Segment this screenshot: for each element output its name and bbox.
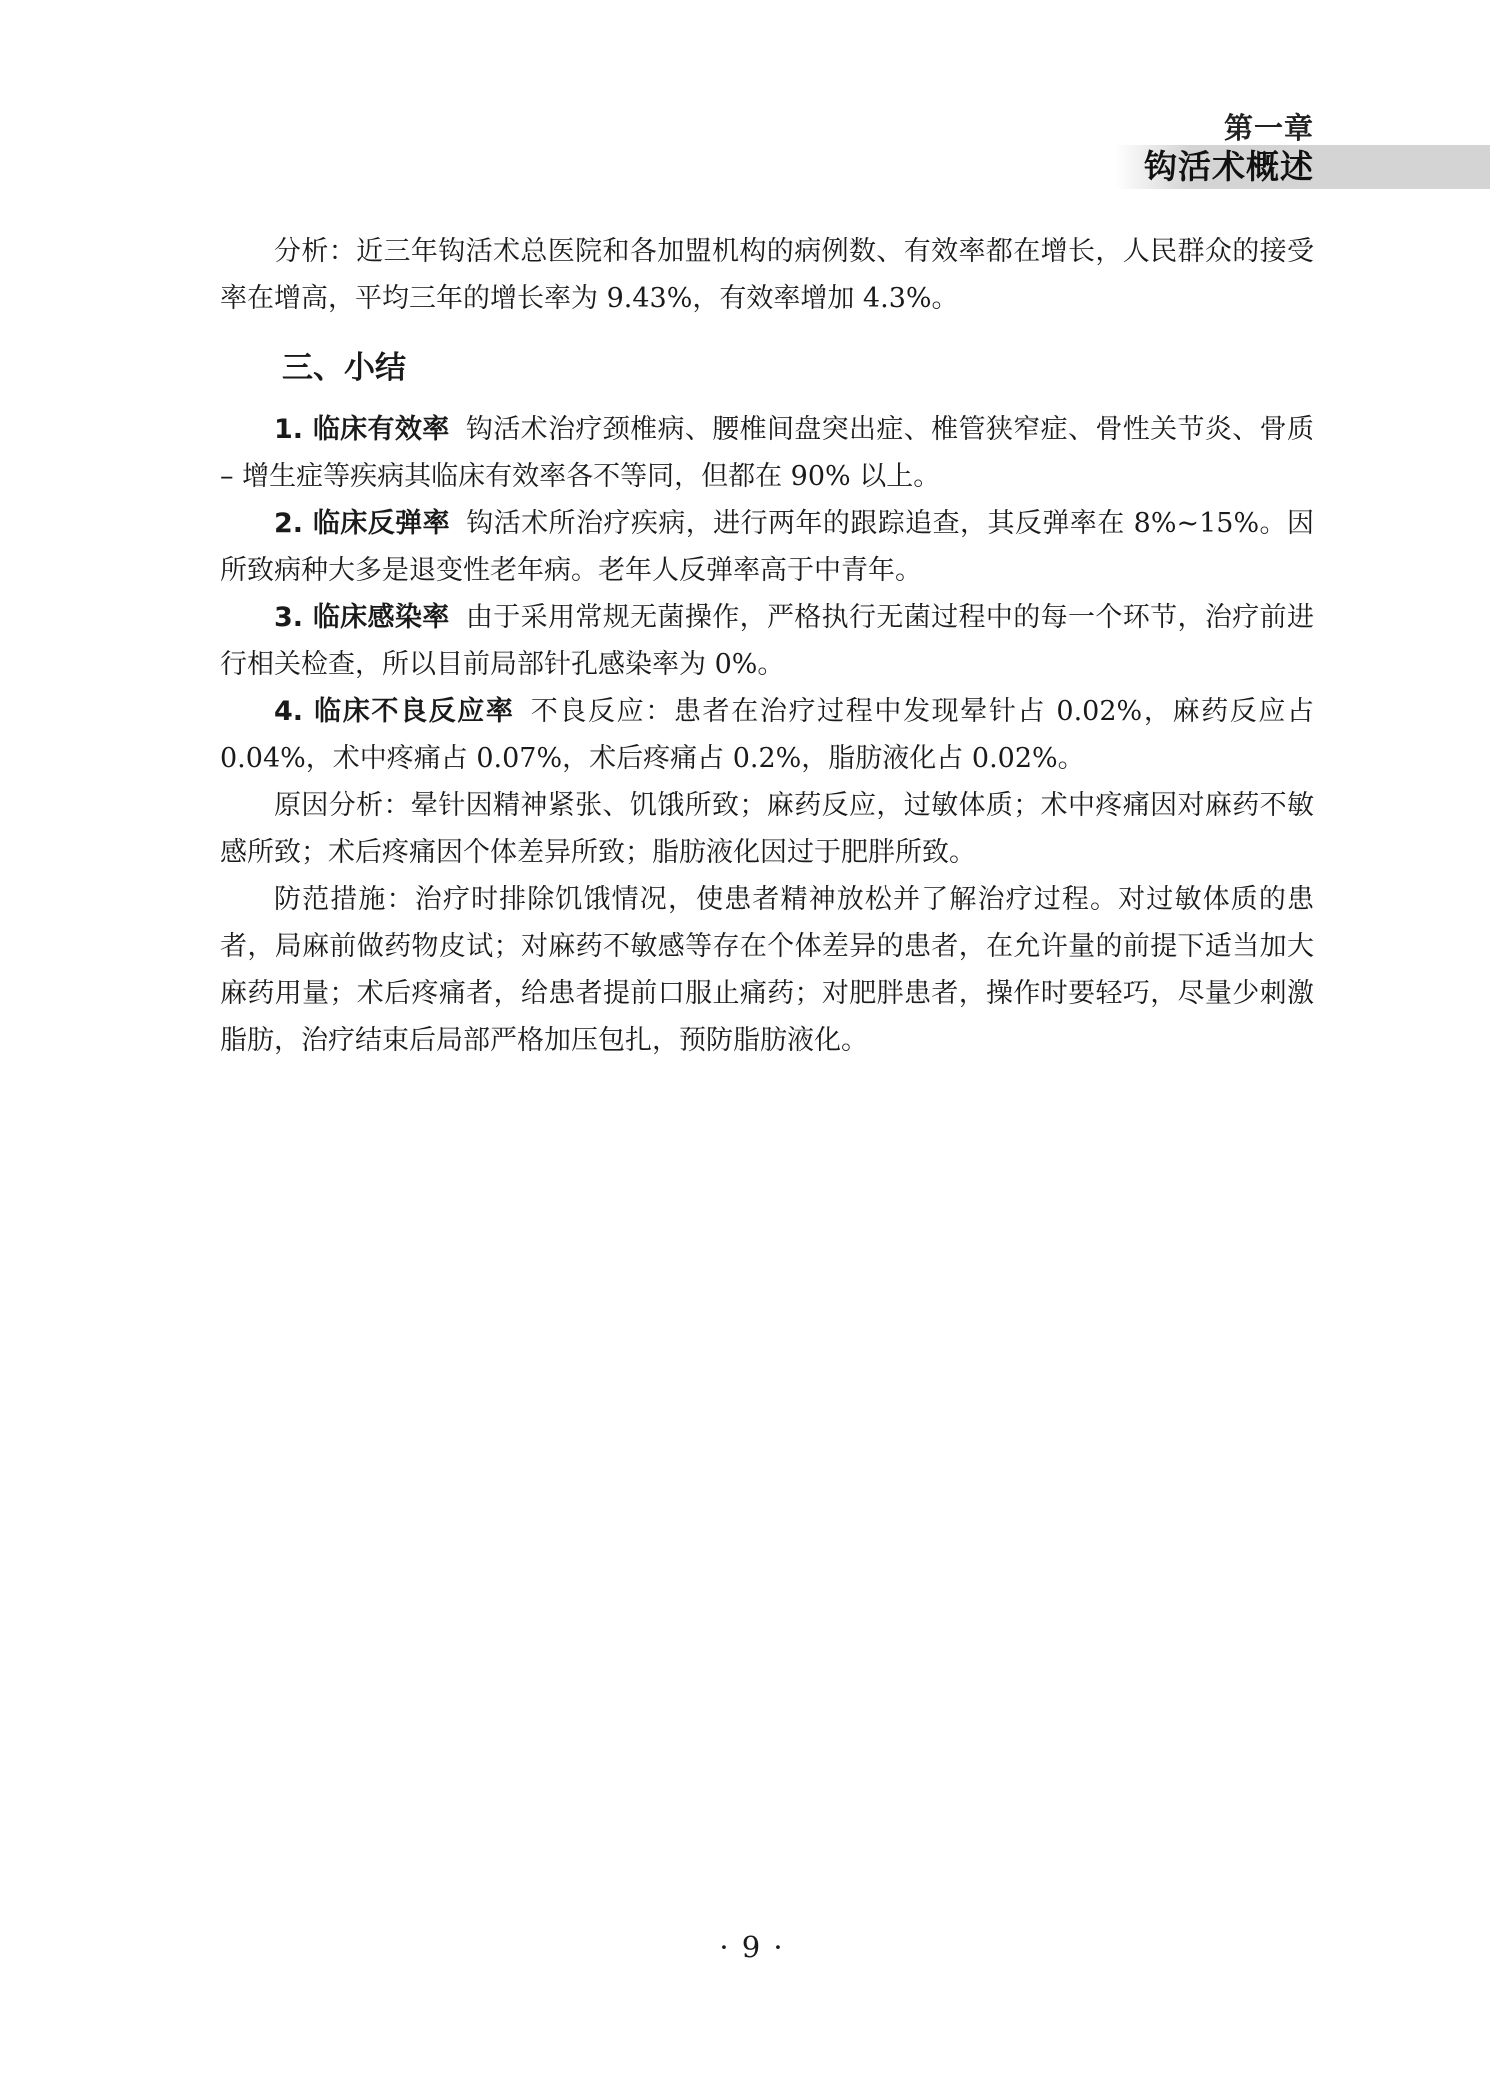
summary-item-text: 钩活术治疗颈椎病、腰椎间盘突出症、椎管狭窄症、骨性关节炎、骨质 – 增生症等疾病其临床有效率各不等同，但都在 90% 以上。 bbox=[220, 414, 1314, 492]
summary-item-3 bbox=[220, 594, 1314, 688]
cause-analysis-paragraph: 原因分析：晕针因精神紧张、饥饿所致；麻药反应，过敏体质；术中疼痛因对麻药不敏感所致；术后疼痛因个体差异所致；脂肪液化因过于肥胖所致。 bbox=[220, 790, 1314, 868]
summary-item-term: 4. 临床不良反应率 bbox=[274, 696, 515, 727]
summary-item-term: 3. 临床感染率 bbox=[274, 602, 450, 633]
summary-item-1 bbox=[220, 406, 1314, 500]
summary-item-term: 1. 临床有效率 bbox=[274, 414, 450, 445]
summary-item-text: 钩活术所治疗疾病，进行两年的跟踪追查，其反弹率在 8%~15%。因所致病种大多是退变性老年病。老年人反弹率高于中青年。 bbox=[220, 508, 1314, 586]
prevention-paragraph: 防范措施：治疗时排除饥饿情况，使患者精神放松并了解治疗过程。对过敏体质的患者，局麻前做药物皮试；对麻药不敏感等存在个体差异的患者，在允许量的前提下适当加大麻药用量；术后疼痛者，给患者提前口服止痛药；对肥胖患者，操作时要轻巧，尽量少刺激脂肪，治疗结束后局部严格加压包扎，预防脂肪液化。 bbox=[220, 884, 1314, 1056]
analysis-paragraph: 分析：近三年钩活术总医院和各加盟机构的病例数、有效率都在增长，人民群众的接受率在增高，平均三年的增长率为 9.43%，有效率增加 4.3%。 bbox=[220, 236, 1314, 314]
page-content bbox=[220, 228, 1314, 1064]
summary-item-text: 由于采用常规无菌操作，严格执行无菌过程中的每一个环节，治疗前进行相关检查，所以目前局部针孔感染率为 0%。 bbox=[220, 602, 1314, 680]
chapter-label: 第一章 bbox=[1223, 111, 1314, 145]
page-number: · 9 · bbox=[719, 1930, 785, 1964]
chapter-title: 钩活术概述 bbox=[1144, 147, 1314, 186]
section-heading: 三、小结 bbox=[282, 350, 406, 386]
summary-item-4 bbox=[220, 688, 1314, 782]
summary-item-term: 2. 临床反弹率 bbox=[274, 508, 451, 539]
summary-item-text: 不良反应：患者在治疗过程中发现晕针占 0.02%，麻药反应占 0.04%，术中疼痛占 0.07%，术后疼痛占 0.2%，脂肪液化占 0.02%。 bbox=[220, 696, 1314, 774]
summary-item-2 bbox=[220, 500, 1314, 594]
